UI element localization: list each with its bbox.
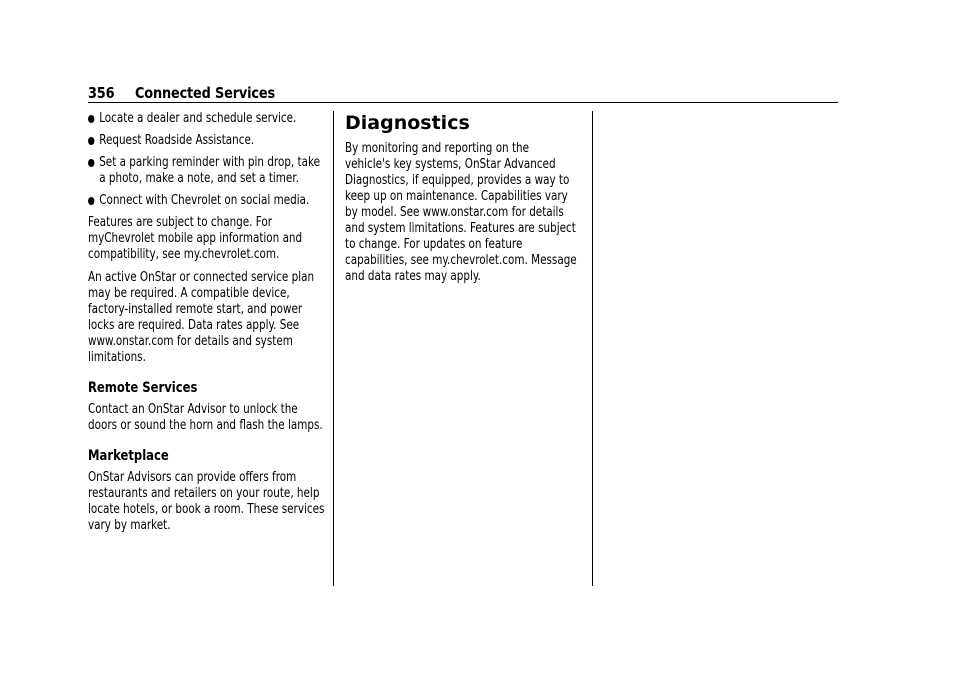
- bullet-icon: [88, 197, 94, 205]
- marketplace-paragraph: OnStar Advisors can provide offers from restaurants and retailers on your route, help locate hotels, or book a room. These services vary by market.: [88, 470, 325, 533]
- header-divider: [88, 102, 838, 103]
- list-item-text: Set a parking reminder with pin drop, take a photo, make a note, and set a timer.: [99, 155, 321, 186]
- list-item-text: Locate a dealer and schedule service.: [99, 111, 297, 126]
- list-item: [88, 193, 326, 209]
- service-plan-paragraph: An active OnStar or connected service plan may be required. A compatible device, factory-installed remote start, and power locks are required. Data rates apply. See www.onstar.com for details and system limitations.: [88, 270, 315, 365]
- bullet-icon: [88, 137, 94, 145]
- section-title: Connected Services: [135, 84, 275, 102]
- features-note-paragraph: Features are subject to change. For myChevrolet mobile app information and compatibility, see my.chevrolet.com.: [88, 215, 303, 262]
- bullet-icon: [88, 159, 94, 167]
- column-middle-content: [345, 141, 577, 285]
- list-item-text: Connect with Chevrolet on social media.: [99, 193, 310, 208]
- list-item-text: Request Roadside Assistance.: [99, 133, 255, 148]
- list-item: [88, 133, 326, 149]
- remote-services-heading: Remote Services: [88, 380, 198, 396]
- diagnostics-heading: Diagnostics: [345, 112, 470, 134]
- column-middle: [345, 111, 585, 292]
- diagnostics-paragraph: By monitoring and reporting on the vehicle's key systems, OnStar Advanced Diagnostics, if equipped, provides a way to keep up on maintenance. Capabilities vary by model. See www.onstar.com for details and system limitations. Features are subject to change. For updates on feature capabilities, see my.chevrolet.com. Message and data rates may apply.: [345, 141, 577, 284]
- remote-services-paragraph: Contact an OnStar Advisor to unlock the doors or sound the horn and flash the lamps.: [88, 402, 323, 433]
- marketplace-heading: Marketplace: [88, 448, 169, 464]
- feature-bullet-list: [88, 111, 326, 209]
- page-number: 356: [88, 84, 115, 102]
- column-left-content: [88, 111, 326, 534]
- column-divider-left: [333, 111, 334, 586]
- column-left: [88, 111, 326, 541]
- list-item: [88, 155, 326, 187]
- bullet-icon: [88, 115, 94, 123]
- list-item: [88, 111, 326, 127]
- page-header: [88, 82, 838, 104]
- column-divider-right: [592, 111, 593, 586]
